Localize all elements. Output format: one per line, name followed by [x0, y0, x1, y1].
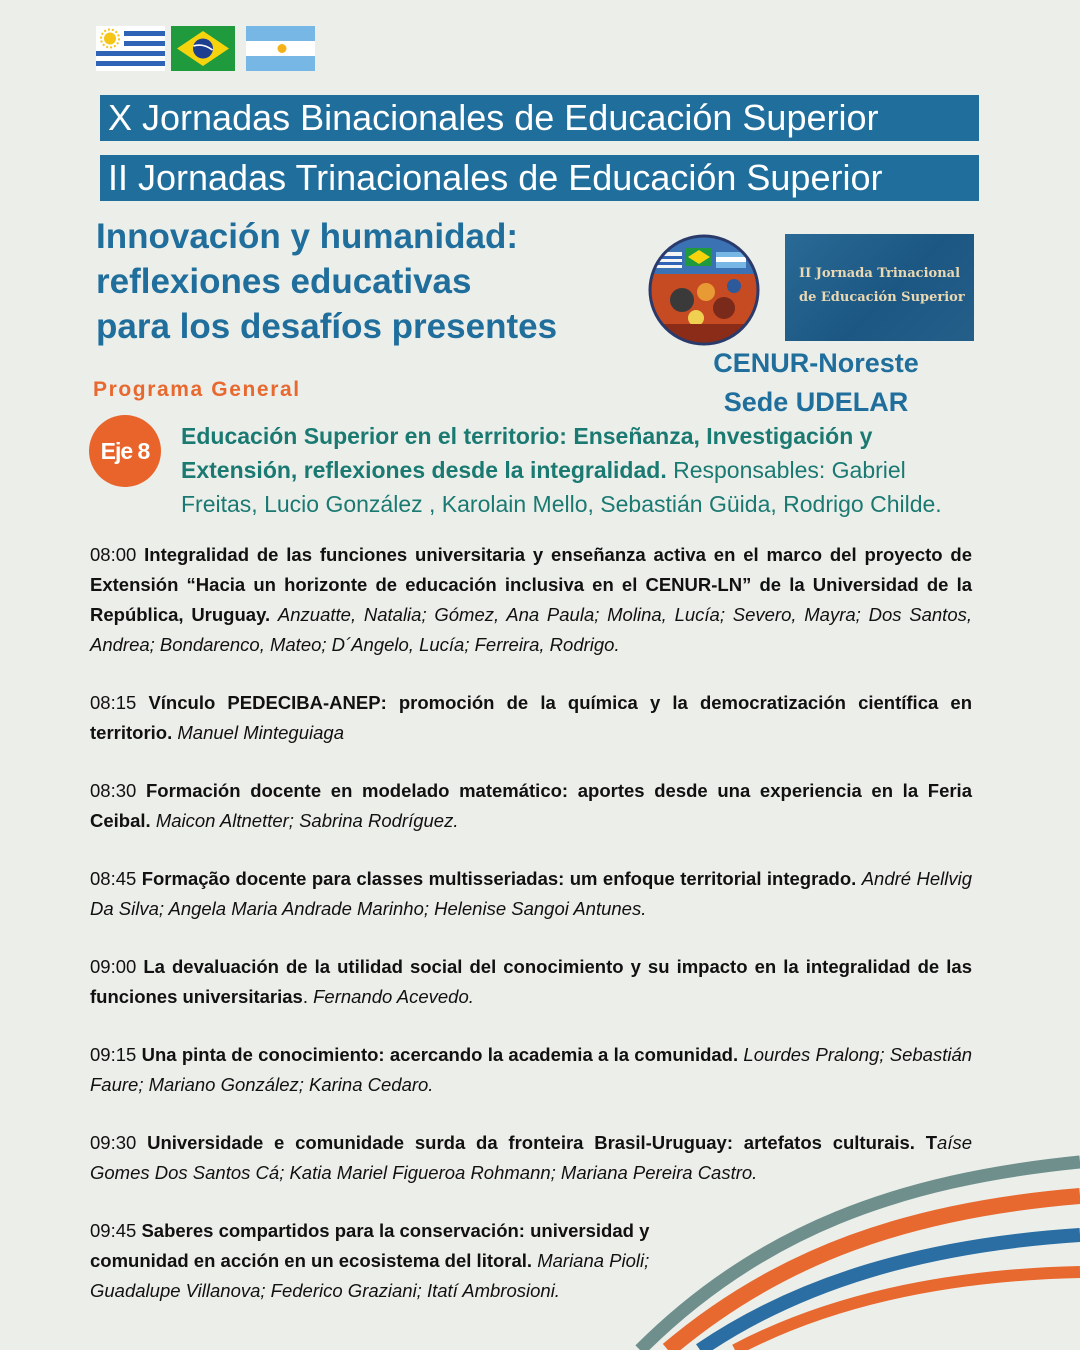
session-time: 09:15	[90, 1044, 137, 1065]
session-item	[90, 540, 972, 660]
session-time: 09:00	[90, 956, 137, 977]
brazil-flag-icon	[171, 26, 240, 71]
session-authors: Lourdes Pralong; Sebastián Faure; Mariano González; Karina Cedaro.	[90, 1044, 973, 1095]
venue-line: Sede UDELAR	[723, 387, 909, 417]
axis-responsables: Responsables: Gabriel Freitas, Lucio González , Karolain Mello, Sebastián Güida, Rodrigo Childe.	[181, 457, 942, 517]
collage-logo	[648, 234, 760, 346]
session-title: Universidade e comunidade surda da fronteira Brasil-Uruguay: artefatos culturais. T	[147, 1132, 938, 1153]
session-title: Saberes compartidos para la conservación: universidad y comunidad en acción en un ecosistema del litoral.	[90, 1220, 650, 1271]
trinacional-logo	[785, 234, 974, 341]
session-title: Una pinta de conocimiento: acercando la academia a la comunidad.	[141, 1044, 739, 1065]
session-item	[90, 1216, 702, 1306]
logo-text-line: II Jornada Trinacional	[799, 266, 961, 281]
event-title-binacional: X Jornadas Binacionales de Educación Superior	[100, 95, 979, 141]
venue-label	[690, 344, 942, 422]
session-item	[90, 1040, 972, 1100]
session-title: Vínculo PEDECIBA-ANEP: promoción de la química y la democratización científica en territorio.	[90, 692, 973, 743]
session-time: 08:30	[90, 780, 137, 801]
session-authors: aíse Gomes Dos Santos Cá; Katia Mariel Figueroa Rohmann; Mariana Pereira Castro.	[90, 1132, 973, 1183]
session-item: 09:00 La devaluación de la utilidad social del conocimiento y su impacto en la integralidad de las funciones universitarias. Fernando Acevedo.	[90, 956, 972, 1007]
argentina-flag-icon	[246, 26, 315, 71]
sessions-list	[90, 540, 972, 1334]
session-item	[90, 776, 972, 836]
logo-text-line: de Educación Superior	[799, 290, 965, 305]
event-title-trinacional: II Jornadas Trinacionales de Educación Superior	[100, 155, 979, 201]
session-time: 09:45	[90, 1220, 137, 1241]
uruguay-flag-icon	[96, 26, 165, 71]
event-theme	[96, 214, 557, 349]
session-time: 08:15	[90, 692, 137, 713]
session-authors: André Hellvig Da Silva; Angela Maria Andrade Marinho; Helenise Sangoi Antunes.	[90, 868, 972, 919]
session-title: Formación docente en modelado matemático: aportes desde una experiencia en la Feria Ceibal.	[90, 780, 972, 831]
axis-badge: Eje 8	[89, 415, 161, 487]
session-item	[90, 688, 972, 748]
session-title: Integralidad de las funciones universitaria y enseñanza activa en el marco del proyecto de Extensión “Hacia un horizonte de educación inclusiva en el CENUR-LN” de la Universidad de la República, Uruguay.	[90, 544, 973, 625]
session-title: La devaluación de la utilidad social del conocimiento y su impacto en la integralidad de las funciones universitarias	[90, 956, 972, 1007]
axis-description	[181, 419, 981, 521]
flags-row	[96, 26, 315, 71]
theme-line: Innovación y humanidad:	[96, 217, 518, 256]
axis-title: Educación Superior en el territorio: Enseñanza, Investigación y Extensión, reflexiones desde la integralidad.	[181, 423, 873, 483]
session-item	[90, 864, 972, 924]
session-authors: Mariana Pioli; Guadalupe Villanova; Federico Graziani; Itatí Ambrosioni.	[90, 1250, 650, 1301]
session-time: 08:00	[90, 544, 137, 565]
theme-line: reflexiones educativas	[96, 262, 472, 301]
session-time: 09:30	[90, 1132, 137, 1153]
venue-line: CENUR-Noreste	[713, 348, 919, 378]
session-time: 08:45	[90, 868, 137, 889]
program-label: Programa General	[93, 378, 301, 401]
session-item	[90, 1128, 972, 1188]
theme-line: para los desafíos presentes	[96, 307, 558, 346]
session-authors: Maicon Altnetter; Sabrina Rodríguez.	[155, 810, 459, 831]
session-title: Formação docente para classes multisseriadas: um enfoque territorial integrado.	[141, 868, 857, 889]
session-authors: Anzuatte, Natalia; Gómez, Ana Paula; Molina, Lucía; Severo, Mayra; Dos Santos, Andrea; Bondarenco, Mateo; D´Angelo, Lucía; Ferreira, Rodrigo.	[90, 604, 972, 655]
session-authors: Manuel Minteguiaga	[177, 722, 344, 743]
session-authors: Fernando Acevedo.	[313, 986, 474, 1007]
